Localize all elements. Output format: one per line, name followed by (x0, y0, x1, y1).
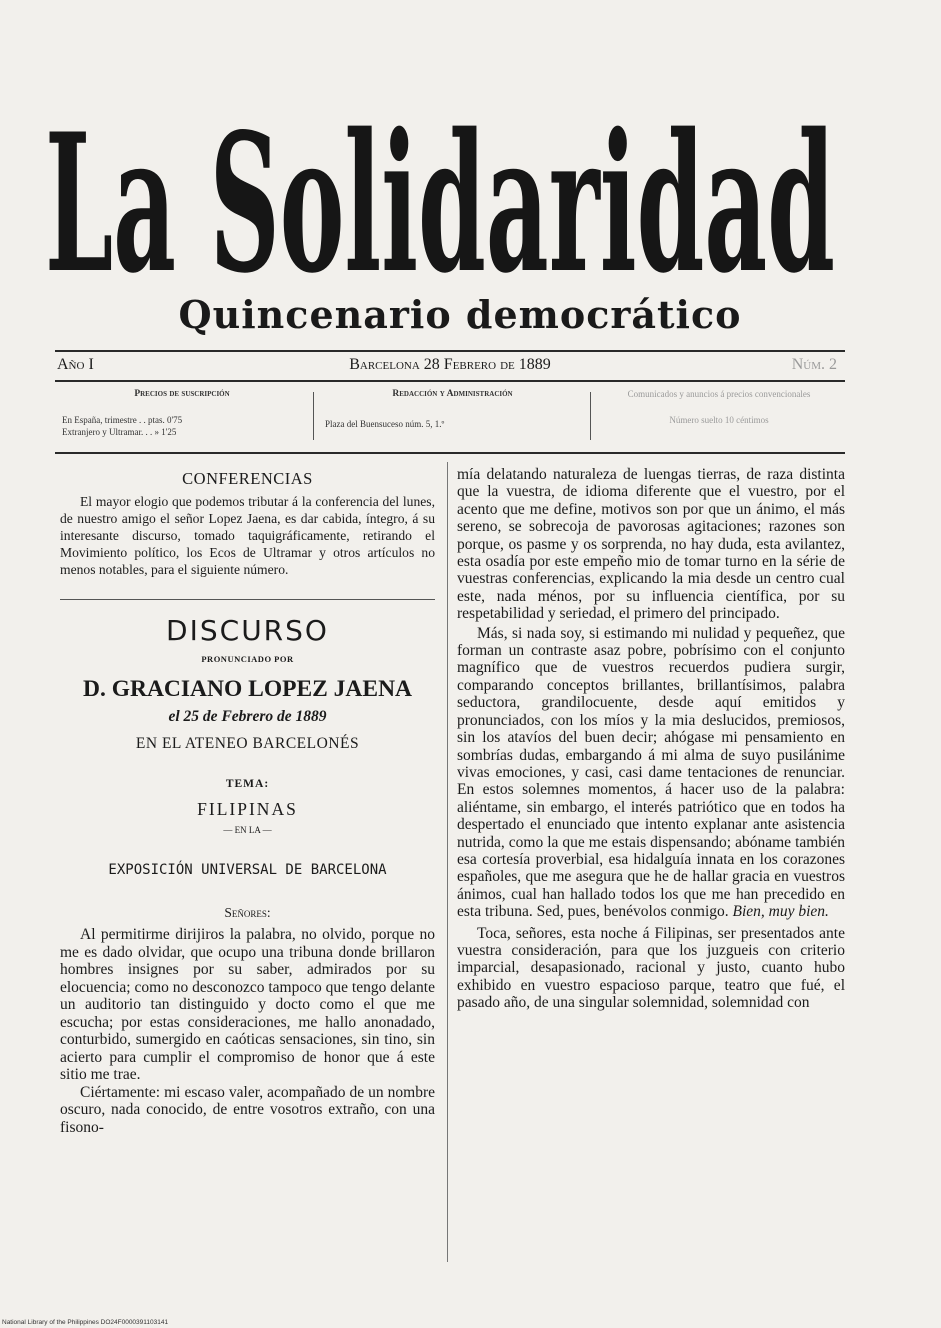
communications-line-1: Comunicados y anuncios á precios convencionales (627, 389, 811, 399)
conferencias-text: El mayor elogio que podemos tributar á la conferencia del lunes, de nuestro amigo el señor Lopez Jaena, es dar cabida, íntegro, á su interesante discurso, tomado taquigráficamente, retirando el Movimiento político, los Ecos de Ultramar y otros artículos no menos notables, para el siguiente número. (60, 493, 435, 578)
paragraph-2: Ciértamente: mi escaso valer, acompañado de un nombre oscuro, nada conocido, de entre vosotros extraño, con una fisono- (60, 1083, 435, 1136)
info-divider-2 (590, 392, 591, 440)
tema-title: FILIPINAS (197, 798, 298, 819)
subscription-line-1: En España, trimestre . . ptas. 0'75 (62, 415, 183, 425)
issue-year: Año I (57, 356, 94, 373)
subscription-box (62, 388, 302, 444)
library-footer: National Library of the Philippines DO24F0000391103141 (2, 1319, 169, 1326)
administration-heading: Redacción y Administración (392, 389, 513, 399)
salutation: Señores: (224, 904, 271, 920)
rule-conferencias (60, 599, 435, 600)
paragraph-4-text: Más, si nada soy, si estimando mi nulidad y pequeñez, que forman un contraste asaz pobre, pobrísimo con el conjunto magnífico que de vuestros recuerdos pudiera surgir, comparando conceptos brillantes, brillantísimos, palabra seductora, grandilocuente, desde aquí emitidos y pronunciados, con los míos y la mia deslucidos, premiosos, sin los atavíos del buen decir; ahógase mi pensamiento en sombrías dudas, embargando á mi alma de suyo pusilánime vivas emociones, y casi, casi dame tentaciones de renunciar. En estos solemnes momentos, á hacer uso de la palabra: aliéntame, sin embargo, el interés patriótico que en todos ha despertado el enunciado que intento explanar ante asistencia nutrida, como la que me estais dispensando; abóname también esa cortesía proverbial, esa hidalguía innata en los corazones españoles, que me asegura que he de hallar gracia en vuestros ánimos, cual han hallado todos los que me han precedido en esta tribuna. Sed, pues, benévolos conmigo. (457, 624, 845, 921)
paragraph-5: Toca, señores, esta noche á Filipinas, ser presentados ante vuestra consideración, para que los juzgueis con criterio imparcial, desapasionado, racional y justo, cuanto hubo exhibido en vuestro espacioso parque, teatro que fué, el pasado año, de una singular solemnidad, solemnidad con (457, 924, 845, 1012)
right-column (457, 466, 845, 1012)
dateline (55, 352, 845, 378)
conferencias-title: CONFERENCIAS (182, 469, 313, 488)
en-la-label: — EN LA — (223, 824, 272, 835)
rule-info (55, 452, 845, 454)
paragraph-3: mía delatando naturaleza de luengas tierras, de raza distinta que la vuestra, de idioma diferente que el vuestro, por el acento que me define, motivos son por que un ánimo, el más sereno, se sobrecoja de pavorosas agitaciones; razones son porque, os pasme y os sorprenda, no hay duda, esta avilantez, esta osadía por este empeño mio de tomar turno en la série de vuestras conferencias, explicando la mia desde un centro cual este, nada ménos, por su influencia científica, por su respetabilidad y seriedad, el primero del principado. (457, 466, 845, 623)
issue-number: Núm. 2 (791, 356, 837, 373)
rule-dateline (55, 380, 845, 382)
column-divider (447, 462, 448, 1262)
issue-date: Barcelona 28 Febrero de 1889 (349, 356, 551, 373)
speech-venue: EN EL ATENEO BARCELONÉS (135, 734, 360, 752)
paragraph-1: Al permitirme dirijiros la palabra, no olvido, porque no me es dado olvidar, que ocupo una tribuna donde brillaron hombres insignes por su saber, admirados por su elocuencia; como no desconozco tampoco que tengo delante un auditorio tan distinguido y docto como el que me escucha; por estas consideraciones, me hallo anonadado, conturbido, sumergido en caóticas sensaciones, sin tino, sin acierto para cumplir el compromiso de honor que á este sitio me trae. (60, 926, 435, 1084)
speech-date: el 25 de Febrero de 1889 (168, 708, 327, 726)
subscription-line-2: Extranjero y Ultramar. . . » 1'25 (62, 427, 177, 437)
masthead-subtitle: Quincenario democrático (178, 292, 742, 337)
masthead-title: La Solidaridad (45, 92, 836, 285)
exposicion-title: EXPOSICIÓN UNIVERSAL DE BARCELONA (108, 862, 387, 879)
info-divider-1 (313, 392, 314, 440)
masthead-logo (40, 80, 840, 285)
applause-note: Bien, muy bien. (732, 903, 829, 921)
left-column (60, 470, 435, 1136)
masthead (40, 80, 840, 285)
pronounced-by: PRONUNCIADO POR (201, 653, 294, 664)
author-name: D. GRACIANO LOPEZ JAENA (82, 676, 413, 703)
paragraph-4 (457, 625, 845, 921)
administration-address: Plaza del Buensuceso núm. 5, 1.º (325, 419, 445, 429)
communications-line-2: Número suelto 10 céntimos (669, 415, 769, 425)
subscription-heading: Precios de suscripción (134, 389, 230, 399)
communications-box (604, 388, 834, 444)
tema-label: TEMA: (225, 778, 270, 791)
discurso-title: DISCURSO (166, 613, 329, 647)
administration-box (325, 388, 580, 444)
